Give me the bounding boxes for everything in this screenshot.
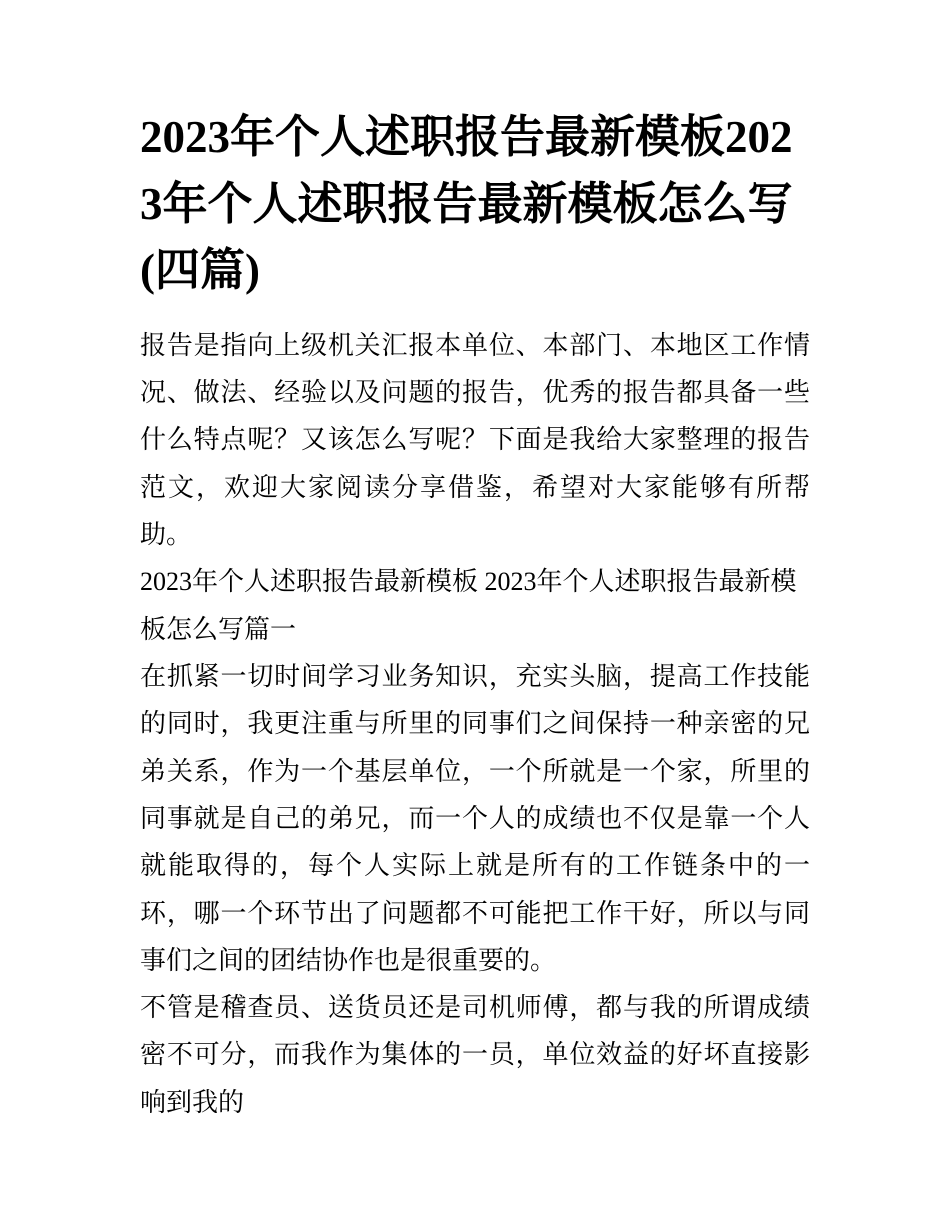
document-paragraph-2: 不管是稽查员、送货员还是司机师傅，都与我的所谓成绩密不可分，而我作为集体的一员，单位效益的好坏直接影响到我的 bbox=[140, 993, 810, 1117]
document-paragraph-1: 在抓紧一切时间学习业务知识，充实头脑，提高工作技能的同时，我更注重与所里的同事们之间保持一种亲密的兄弟关系，作为一个基层单位，一个所就是一个家，所里的同事就是自己的弟兄，而一个人的成绩也不仅是靠一个人就能取得的，每个人实际上就是所有的工作链条中的一环，哪一个环节出了问题都不可能把工作干好，所以与同事们之间的团结协作也是很重要的。 bbox=[140, 661, 810, 975]
section-heading: 2023年个人述职报告最新模板 2023年个人述职报告最新模板怎么写篇一 bbox=[140, 567, 797, 644]
document-intro-paragraph: 报告是指向上级机关汇报本单位、本部门、本地区工作情况、做法、经验以及问题的报告，优秀的报告都具备一些什么特点呢？又该怎么写呢？下面是我给大家整理的报告范文，欢迎大家阅读分享借鉴，希望对大家能够有所帮助。 bbox=[140, 330, 810, 550]
page-title: 2023年个人述职报告最新模板2023年个人述职报告最新模板怎么写(四篇) bbox=[140, 112, 793, 296]
